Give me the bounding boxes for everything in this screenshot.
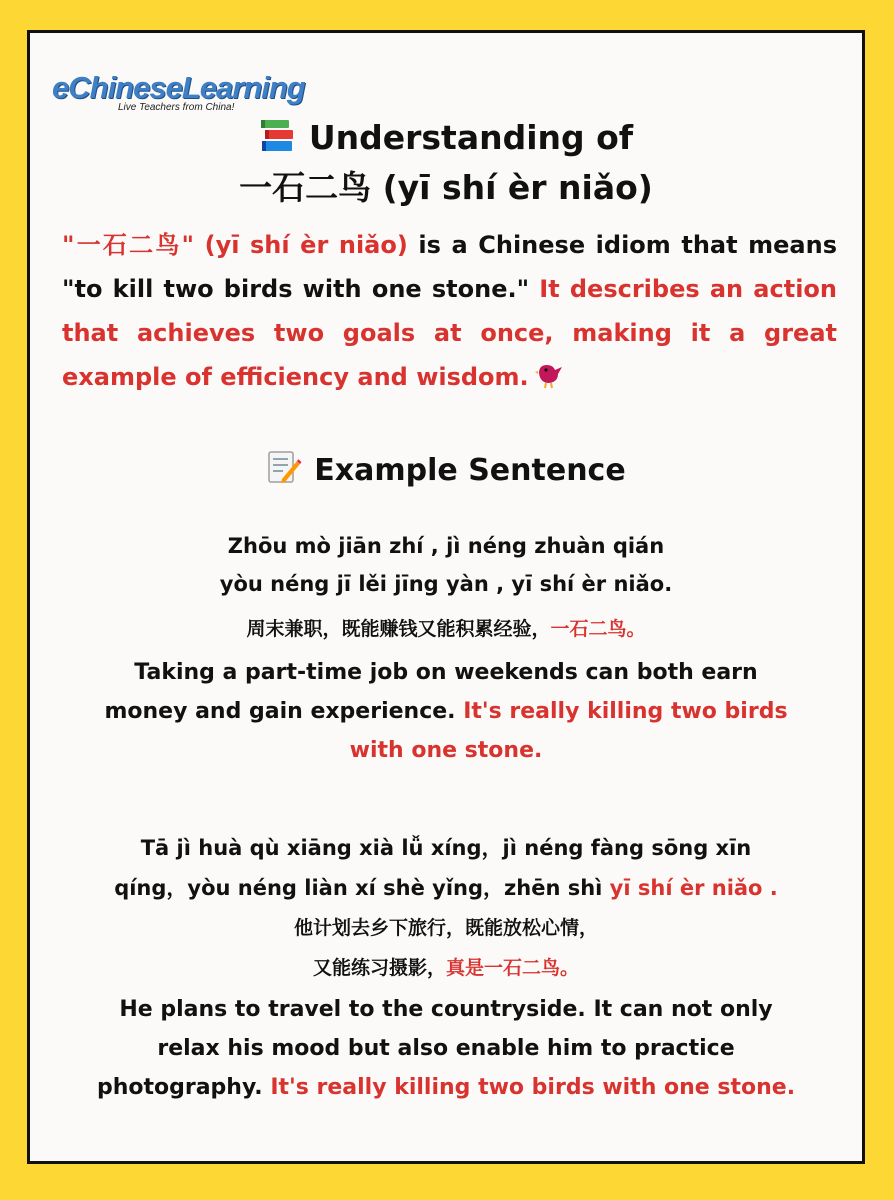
example-2-pinyin-line-2 — [30, 868, 862, 908]
example-1-pinyin-line-2: yòu néng jī lěi jīng yàn , yī shí èr niǎo. — [219, 572, 673, 596]
example-1-chinese — [30, 609, 862, 649]
content-card — [27, 30, 865, 1164]
title-line-1: Understanding of — [308, 118, 634, 157]
example-1 — [30, 527, 862, 770]
example-2-english-line-3 — [30, 1068, 862, 1107]
example-2-pinyin-main: qíng，yòu néng liàn xí shè yǐng，zhēn shì — [114, 876, 610, 900]
example-1-english — [30, 653, 862, 770]
example-2-english-line-1: He plans to travel to the countryside. It can not only — [119, 997, 773, 1022]
example-1-chinese-main: 周末兼职，既能赚钱又能积累经验， — [246, 618, 551, 640]
bird-icon — [535, 359, 565, 403]
idiom-highlight: "一石二鸟" (yī shí èr niǎo) — [62, 231, 408, 259]
example-2-english-highlight: It's really killing two birds with one stone. — [270, 1075, 796, 1100]
example-2-chinese-line-2 — [30, 948, 862, 988]
example-2-pinyin-highlight: yī shí èr niǎo . — [609, 876, 778, 900]
echineselearning-logo[interactable] — [52, 70, 305, 121]
idiom-meaning: is a Chinese idiom that means "to kill two birds with one stone." — [62, 231, 837, 303]
example-1-english-line-1: Taking a part-time job on weekends can both earn — [134, 660, 758, 685]
example-2-chinese-main: 又能练习摄影， — [312, 957, 446, 979]
idiom-description: It describes an action that achieves two goals at once, making it a great example of efficiency and wisdom. — [62, 275, 838, 391]
section-heading — [30, 449, 862, 498]
example-1-chinese-highlight: 一石二鸟。 — [550, 618, 646, 640]
example-2-english-main: photography. — [96, 1075, 271, 1100]
idiom-explanation — [62, 223, 837, 403]
logo-tagline: Live Teachers from China! — [118, 102, 235, 113]
example-2 — [30, 828, 862, 1107]
example-2-english-line-2: relax his mood but also enable him to practice — [157, 1036, 735, 1061]
example-2-english — [30, 990, 862, 1107]
example-1-english-line-2 — [30, 692, 862, 731]
example-2-pinyin-line-1: Tā jì huà qù xiāng xià lǚ xíng，jì néng fàng sōng xīn — [140, 836, 752, 860]
example-2-chinese-highlight: 真是一石二鸟。 — [446, 957, 580, 979]
title-line-2: 一石二鸟 (yī shí èr niǎo) — [239, 168, 653, 207]
section-title-text: Example Sentence — [314, 453, 626, 488]
example-1-pinyin-line-1: Zhōu mò jiān zhí , jì néng zhuàn qián — [227, 534, 665, 558]
example-1-english-highlight: It's really killing two birds — [463, 699, 788, 724]
example-2-chinese-line-1: 他计划去乡下旅行，既能放松心情， — [293, 917, 598, 939]
logo-wordmark: eChineseLearning — [52, 70, 305, 105]
books-icon — [259, 117, 299, 165]
page-title — [30, 115, 862, 211]
example-1-english-main: money and gain experience. — [104, 699, 464, 724]
example-1-english-line-3: with one stone. — [349, 738, 543, 763]
memo-icon — [266, 449, 302, 498]
